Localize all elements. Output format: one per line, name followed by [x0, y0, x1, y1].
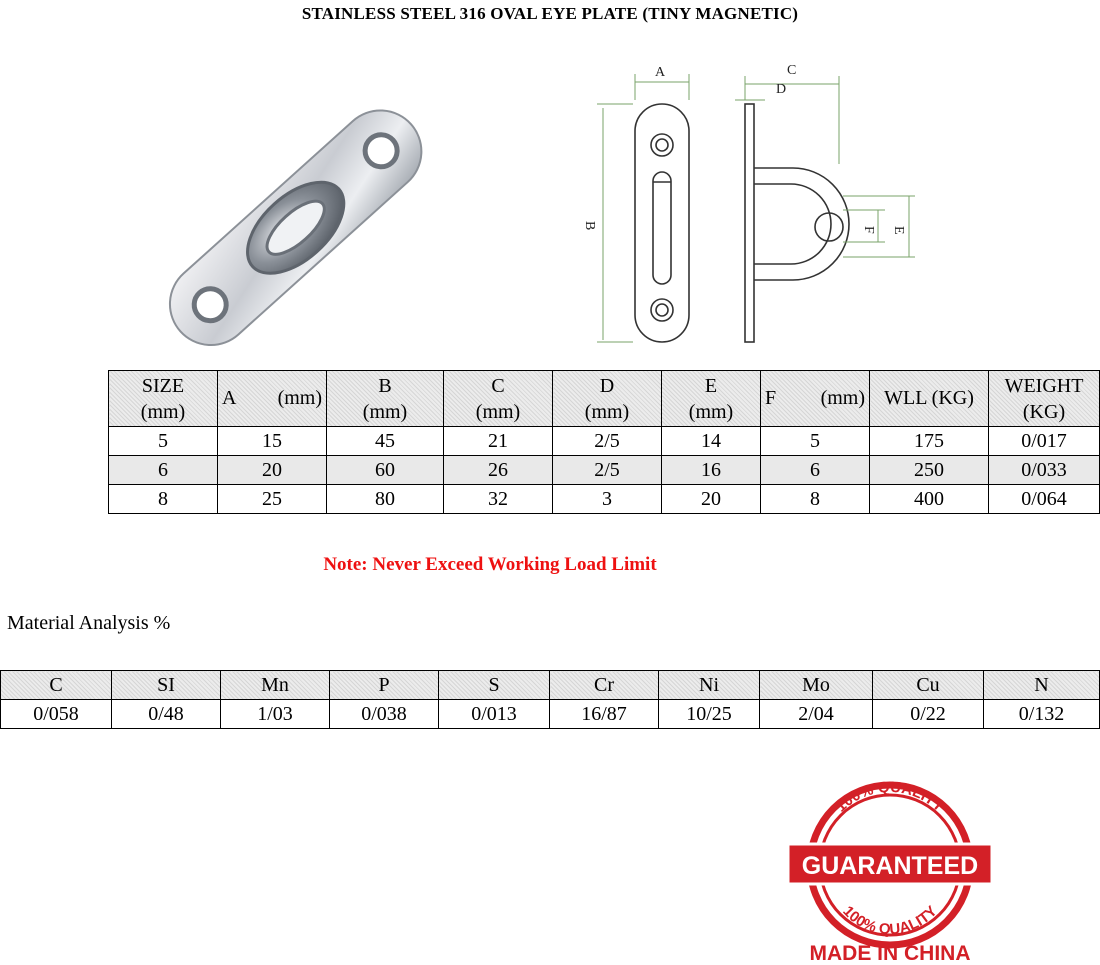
- spec-cell: 32: [444, 485, 553, 514]
- spec-header-e: E (mm): [662, 371, 761, 427]
- spec-cell: 20: [662, 485, 761, 514]
- quality-guaranteed-seal: [780, 780, 1000, 965]
- spec-header-weight: WEIGHT (KG): [989, 371, 1100, 427]
- spec-cell: 0/017: [989, 427, 1100, 456]
- table-row: [1, 700, 1100, 729]
- spec-header-f: F (mm): [761, 371, 870, 427]
- spec-header-c: C (mm): [444, 371, 553, 427]
- dimension-drawing: [575, 60, 925, 355]
- material-value: 1/03: [221, 700, 330, 729]
- material-header: S: [439, 671, 550, 700]
- spec-cell: 14: [662, 427, 761, 456]
- spec-cell: 0/064: [989, 485, 1100, 514]
- spec-header-d: D (mm): [553, 371, 662, 427]
- dim-label-a: A: [655, 65, 666, 80]
- spec-cell: 5: [109, 427, 218, 456]
- spec-cell: 80: [327, 485, 444, 514]
- material-value: 2/04: [760, 700, 873, 729]
- table-row: [109, 456, 1100, 485]
- dim-label-d: D: [776, 82, 787, 97]
- material-value: 0/058: [1, 700, 112, 729]
- material-value: 0/22: [873, 700, 984, 729]
- spec-cell: 3: [553, 485, 662, 514]
- seal-banner: GUARANTEED: [801, 852, 979, 880]
- material-value: 0/132: [984, 700, 1100, 729]
- table-row: [109, 427, 1100, 456]
- material-value: 0/038: [330, 700, 439, 729]
- material-header: SI: [112, 671, 221, 700]
- spec-cell: 400: [870, 485, 989, 514]
- material-title: Material Analysis %: [7, 612, 171, 634]
- spec-cell: 250: [870, 456, 989, 485]
- table-row: [109, 485, 1100, 514]
- material-header: Cu: [873, 671, 984, 700]
- spec-header-row: [109, 371, 1100, 427]
- dim-label-b: B: [582, 221, 597, 231]
- spec-cell: 25: [218, 485, 327, 514]
- material-value: 16/87: [550, 700, 659, 729]
- spec-cell: 20: [218, 456, 327, 485]
- spec-cell: 0/033: [989, 456, 1100, 485]
- spec-cell: 6: [109, 456, 218, 485]
- spec-cell: 21: [444, 427, 553, 456]
- spec-header-size: SIZE (mm): [109, 371, 218, 427]
- material-value: 0/48: [112, 700, 221, 729]
- spec-table: [108, 370, 1100, 514]
- spec-cell: 8: [761, 485, 870, 514]
- dim-label-f: F: [861, 226, 876, 234]
- material-header: C: [1, 671, 112, 700]
- spec-header-b: B (mm): [327, 371, 444, 427]
- material-value: 0/013: [439, 700, 550, 729]
- page-title: STAINLESS STEEL 316 OVAL EYE PLATE (TINY MAGNETIC): [301, 4, 799, 23]
- product-photo: [140, 95, 450, 360]
- warning-note: Note: Never Exceed Working Load Limit: [323, 554, 657, 575]
- spec-cell: 45: [327, 427, 444, 456]
- seal-top-text: 100% QUALITY: [832, 780, 948, 816]
- material-header: Ni: [659, 671, 760, 700]
- material-header-row: [1, 671, 1100, 700]
- spec-cell: 2/5: [553, 456, 662, 485]
- material-header: Mn: [221, 671, 330, 700]
- material-header: Cr: [550, 671, 659, 700]
- spec-header-a: A (mm): [218, 371, 327, 427]
- spec-header-wll: WLL (KG): [870, 371, 989, 427]
- spec-cell: 16: [662, 456, 761, 485]
- material-header: N: [984, 671, 1100, 700]
- spec-cell: 175: [870, 427, 989, 456]
- spec-cell: 15: [218, 427, 327, 456]
- material-table: [0, 670, 1100, 729]
- spec-cell: 6: [761, 456, 870, 485]
- material-value: 10/25: [659, 700, 760, 729]
- spec-cell: 26: [444, 456, 553, 485]
- spec-cell: 8: [109, 485, 218, 514]
- seal-footer: MADE IN CHINA: [809, 942, 971, 965]
- seal-bottom-text: 100% QUALITY: [839, 902, 941, 939]
- material-header: Mo: [760, 671, 873, 700]
- material-header: P: [330, 671, 439, 700]
- dim-label-e: E: [891, 226, 906, 235]
- spec-cell: 60: [327, 456, 444, 485]
- dim-label-c: C: [787, 63, 797, 78]
- spec-cell: 2/5: [553, 427, 662, 456]
- spec-cell: 5: [761, 427, 870, 456]
